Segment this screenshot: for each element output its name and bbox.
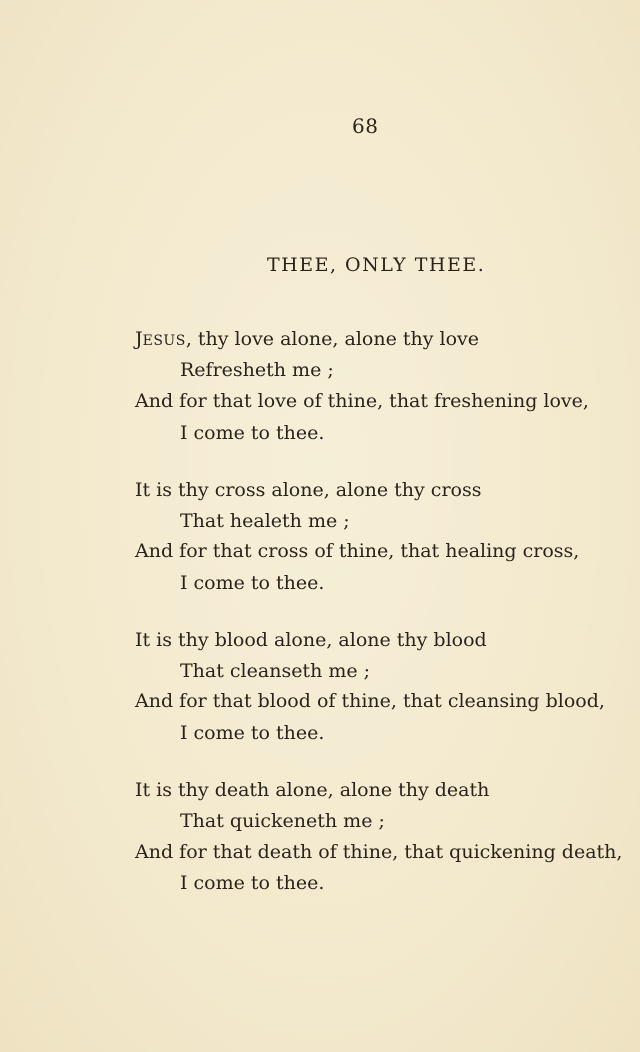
poem-line: It is thy death alone, alone thy death <box>135 779 490 801</box>
poem-line: I come to thee. <box>180 422 325 444</box>
poem-line: And for that cross of thine, that healing cross, <box>135 540 580 562</box>
poem-line: That quickeneth me ; <box>180 810 385 832</box>
poem-line: I come to thee. <box>180 572 325 594</box>
poem-line: And for that blood of thine, that cleansing blood, <box>135 690 605 712</box>
poem-line: I come to thee. <box>180 722 325 744</box>
poem-title: THEE, ONLY THEE. <box>267 254 486 276</box>
poem-line: I come to thee. <box>180 872 325 894</box>
line-text: , thy love alone, alone thy love <box>185 328 479 350</box>
poem-line: It is thy blood alone, alone thy blood <box>135 629 487 651</box>
poem-line: Refresheth me ; <box>180 359 334 381</box>
poem-line: And for that death of thine, that quickening death, <box>135 841 623 863</box>
page-number: 68 <box>352 114 379 138</box>
small-caps-word: ESUS <box>142 333 186 349</box>
poem-line <box>135 327 479 353</box>
poem-line: That cleanseth me ; <box>180 660 371 682</box>
poem-line: That healeth me ; <box>180 510 350 532</box>
drop-letter: J <box>135 328 143 350</box>
poem-line: And for that love of thine, that freshening love, <box>135 390 589 412</box>
poem-line: It is thy cross alone, alone thy cross <box>135 479 482 501</box>
